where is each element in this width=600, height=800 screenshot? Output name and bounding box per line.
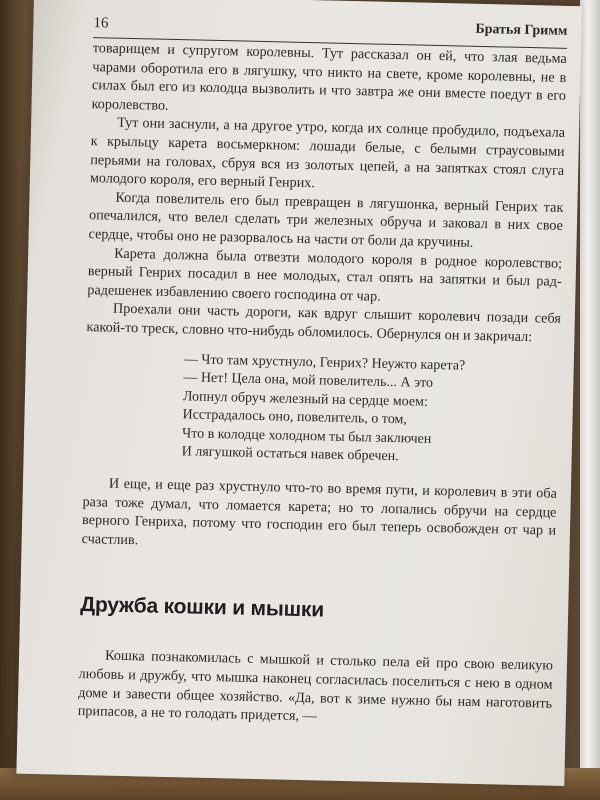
body-text [78, 39, 567, 731]
verse-line: Лопнул обруч железный на сердце моем: [182, 388, 429, 410]
book-page [16, 0, 582, 786]
page-number: 16 [93, 15, 109, 32]
paragraph: товарищем и супругом королевны. Тут рассказал он ей, что злая ведьма чарами оборотила его в лягушку, что никто на свете, кроме королевны, не в силах был его из колодца вызволить и что завтра же они вместе поедут в его королевство. [91, 40, 567, 114]
verse-line: Что в колодце холодном ты был заключен [181, 426, 432, 447]
verse-line: — Что там хрустнуло, Генрих? Неужто карета? [183, 351, 466, 374]
paragraph: Проехали они часть дороги, как вдруг слышит королевич позади себя какой-то треск, словно что-нибудь обломилось. Обернулся он и закричал: [86, 300, 562, 346]
verse-line: И лягушкой остаться навек обречен. [181, 444, 399, 465]
paragraph: И еще, и еще раз хрустнуло что-то во время пути, и королевич в эти оба раза тоже думал, что ломается карета; но то лопались обручи на сердце верного Генриха, потому что господин его был теперь освобожден от чар и счастлив. [81, 475, 558, 549]
section-title: Дружба кошки и мышки [79, 593, 325, 622]
paragraph: Кошка познакомилась с мышкой и столько пела ей про свою великую любовь и дружбу, что мышка наконец согласилась поселиться с нею в одном доме и завести общее хозяйство. «Да, вот к зиме нужно бы нам наготовить припасов, а не то голодать придется, — [77, 648, 554, 725]
paragraph: Когда повелитель его был превращен в лягушонка, верный Генрих так опечалился, что велел сделать три железных обруча и заковал в них свое сердце, чтобы оно не разорвалось на части от боли да кручины. [88, 189, 564, 251]
book-edge [580, 0, 600, 800]
paragraph: Тут они заснули, а на другое утро, когда их солнце пробудило, подъехала к крыльцу карета восьмеркном: лошади белые, с белыми страусовыми перьями на головах, сбруя вся из золотых цепей, а на запятках стоял слуга молодого короля, его верный Генрих. [89, 115, 566, 192]
verse-block [181, 351, 559, 471]
header-title: Братья Гримм [475, 21, 568, 39]
verse-line: Исстрадалось оно, повелитель, о том, [182, 407, 408, 428]
paragraph: Карета должна была отвезти молодого короля в родное королевство; верный Генрих посадил в нее молодых, стал опять на запятки и был рад-радешенек избавлению своего господина от чар. [87, 245, 563, 305]
verse-line: — Нет! Цела она, мой повелитель... А это [183, 370, 434, 392]
